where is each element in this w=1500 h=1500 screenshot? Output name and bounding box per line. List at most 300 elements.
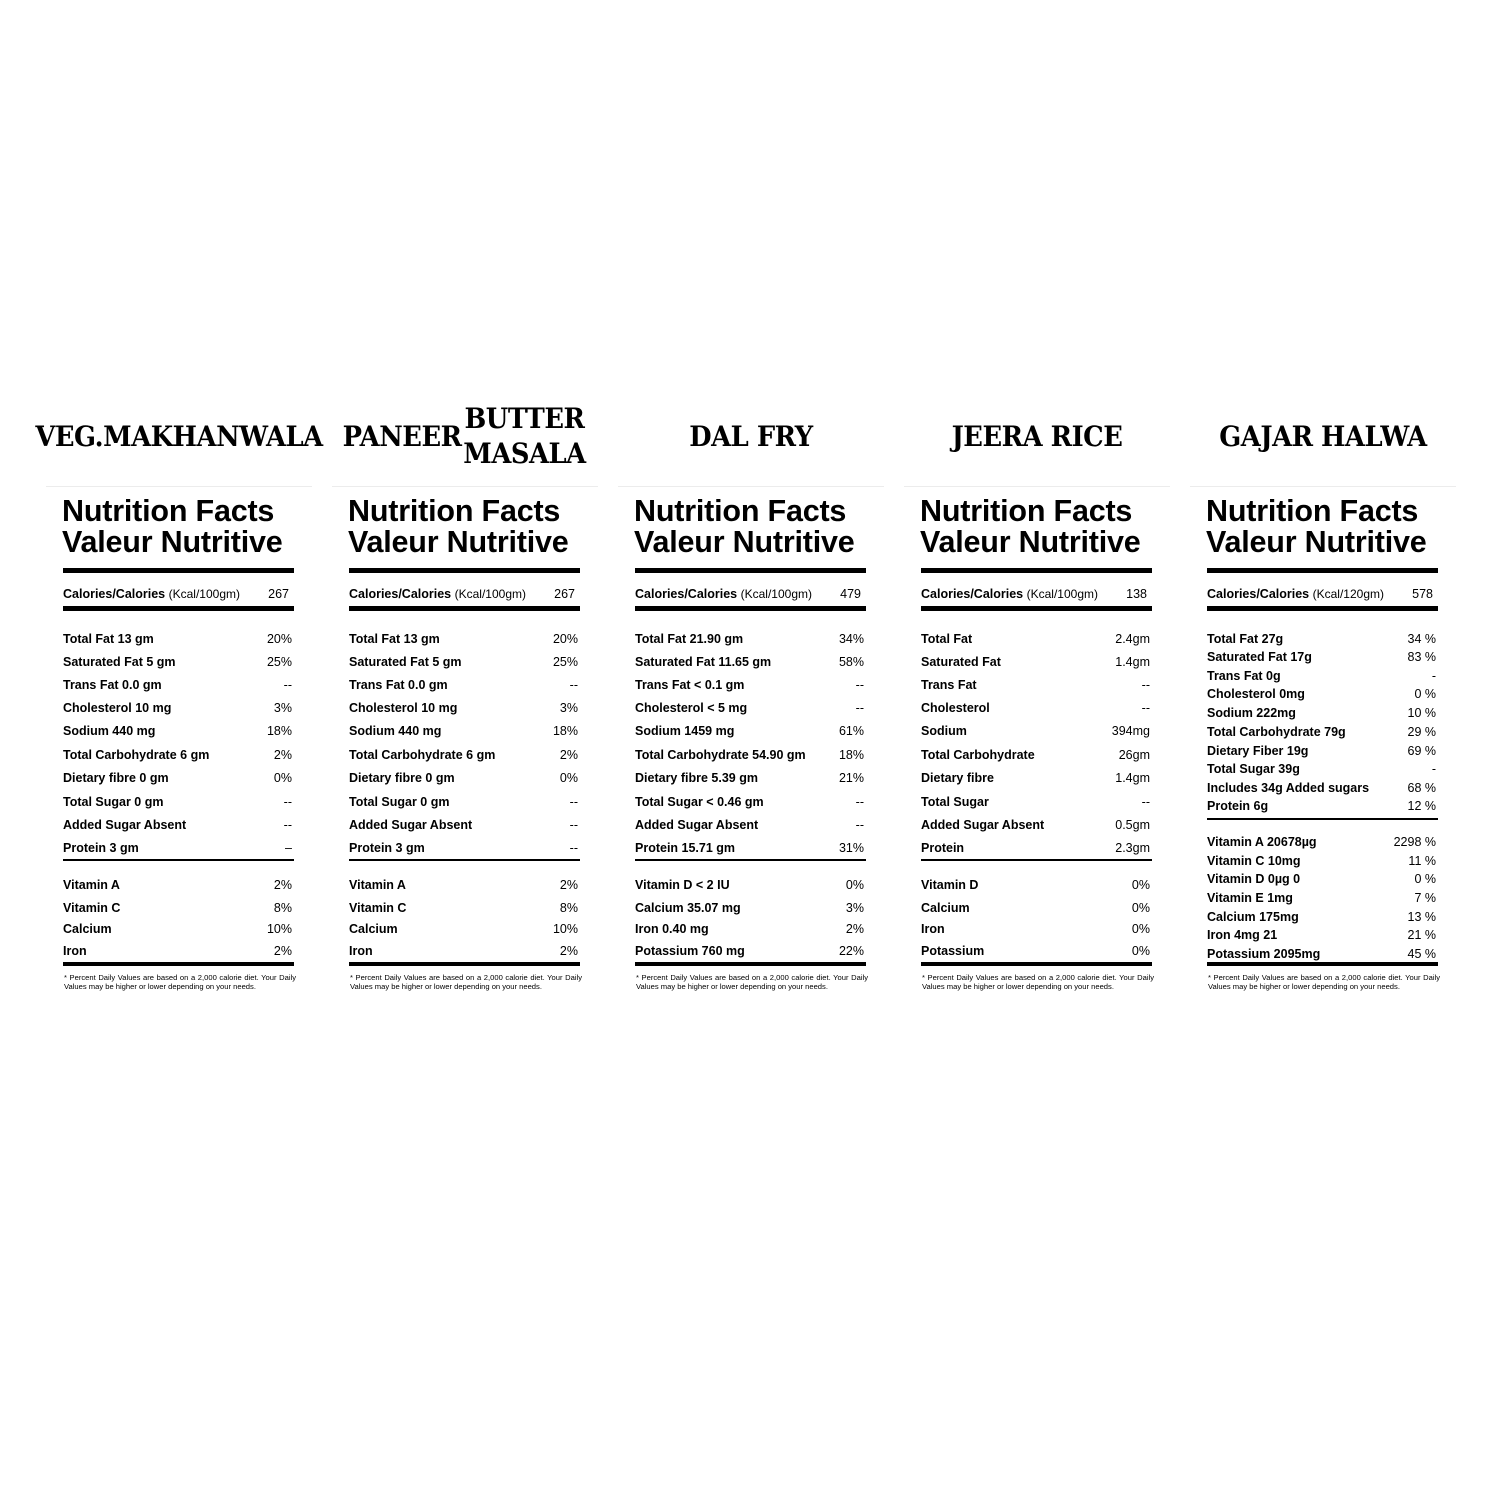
title-separator [618,486,884,487]
vitamin-divider [63,859,294,861]
calories-label [349,587,526,601]
vitamin-name: Calcium [349,922,398,936]
nutrient-value: 1.4gm [1115,655,1150,669]
dish-title-line: VEG. [35,419,104,453]
nutrient-value: 3% [273,701,292,715]
nutrient-name: Total Carbohydrate [921,748,1035,762]
vitamin-name: Vitamin C [63,901,121,915]
vitamin-name: Vitamin A 20678µg [1207,835,1317,849]
nutrient-value: 69 % [1407,744,1436,758]
nutrient-value: 2% [559,748,578,762]
nutrient-name: Sodium [921,724,967,738]
nutrient-name: Total Sugar 0 gm [63,795,164,809]
vitamin-value: 22% [838,944,864,958]
nutrient-name: Added Sugar Absent [635,818,759,832]
vitamin-divider [921,859,1152,861]
heading-english: Nutrition Facts [348,494,561,528]
nutrient-name: Protein 3 gm [63,841,139,855]
heading-english: Nutrition Facts [1206,494,1419,528]
nutrient-row [921,700,1151,716]
nutrient-value: 20% [266,632,292,646]
dish-title [1201,400,1446,472]
vitamin-value: 0% [1131,922,1150,936]
nutrient-row [63,747,293,763]
nutrient-row [349,700,579,716]
nutrient-value: 21% [838,771,864,785]
vitamin-value: 0% [1131,944,1150,958]
nutrient-name: Total Carbohydrate 54.90 gm [635,748,806,762]
nutrient-row [921,840,1151,856]
nutrient-row [63,817,293,833]
nutrient-name: Total Fat [921,632,973,646]
vitamin-row [921,900,1151,916]
nutrient-row [1207,724,1437,740]
vitamin-row [1207,946,1437,962]
calories-value: 578 [1412,587,1433,601]
vitamin-row [349,877,579,893]
dish-title [343,400,588,472]
vitamin-value: 45 % [1407,947,1436,961]
vitamin-value: 8% [559,901,578,915]
dish-title-line: PANEER [342,419,462,453]
nutrient-name: Total Fat 13 gm [63,632,154,646]
nutrient-row [1207,780,1437,796]
dish-title-line: GAJAR HALWA [1219,419,1427,453]
nutrient-name: Total Fat 13 gm [349,632,440,646]
calories-rule [1207,606,1438,611]
title-separator [46,486,312,487]
nutrient-value: 34% [838,632,864,646]
vitamin-name: Vitamin C 10mg [1207,854,1301,868]
nutrient-name: Trans Fat < 0.1 gm [635,678,745,692]
nutrient-row [1207,798,1437,814]
nutrient-value: 68 % [1407,781,1436,795]
calories-label [921,587,1098,601]
nutrient-name: Total Sugar [921,795,989,809]
nutrient-row [635,817,865,833]
vitamin-row [921,921,1151,937]
calories-row [1207,583,1437,605]
nutrient-name: Dietary fibre [921,771,994,785]
vitamin-row [349,943,579,959]
nutrient-row [63,770,293,786]
nutrient-name: Trans Fat 0.0 gm [63,678,162,692]
vitamin-row [921,943,1151,959]
nutrient-name: Dietary Fiber 19g [1207,744,1309,758]
heading-french: Valeur Nutritive [920,525,1141,559]
calories-label-text: Calories/Calories [1207,587,1310,601]
nutrient-value: – [285,841,292,855]
vitamin-name: Vitamin D [921,878,979,892]
nutrient-row [349,677,579,693]
dish-title [35,400,323,472]
nutrient-value: - [1431,762,1436,776]
calories-value: 138 [1126,587,1147,601]
nutrient-name: Cholesterol [921,701,990,715]
nutrient-name: Sodium 1459 mg [635,724,735,738]
footer-rule [635,962,866,966]
calories-rule [635,606,866,611]
nutrient-name: Trans Fat 0g [1207,669,1281,683]
vitamin-row [349,921,579,937]
vitamin-row [63,921,293,937]
nutrient-row [349,840,579,856]
vitamin-row [921,877,1151,893]
vitamin-row [1207,909,1437,925]
nutrient-name: Includes 34g Added sugars [1207,781,1370,795]
footer-rule [921,962,1152,966]
nutrient-name: Saturated Fat 17g [1207,650,1312,664]
nutrient-value: 12 % [1407,799,1436,813]
vitamin-name: Potassium [921,944,985,958]
nutrient-row [635,631,865,647]
nutrient-row [63,840,293,856]
vitamin-name: Potassium 2095mg [1207,947,1321,961]
nutrient-name: Total Carbohydrate 6 gm [63,748,210,762]
nutrient-value: -- [569,818,578,832]
vitamin-row [1207,871,1437,887]
nutrient-row [921,794,1151,810]
nutrient-value: -- [283,818,292,832]
vitamin-divider [635,859,866,861]
nutrient-name: Sodium 440 mg [63,724,156,738]
vitamin-name: Calcium [921,901,970,915]
dish-title [915,400,1160,472]
nutrient-name: Protein 15.71 gm [635,841,736,855]
vitamin-name: Calcium 35.07 mg [635,901,741,915]
vitamin-value: 2298 % [1393,835,1436,849]
nutrient-name: Total Carbohydrate 79g [1207,725,1346,739]
nutrient-row [921,654,1151,670]
nutrient-name: Total Sugar < 0.46 gm [635,795,764,809]
nutrient-value: 31% [838,841,864,855]
nutrient-value: - [1431,669,1436,683]
vitamin-name: Iron 4mg 21 [1207,928,1278,942]
nutrient-row [349,770,579,786]
calories-rule [349,606,580,611]
nutrient-value: 3% [559,701,578,715]
daily-value-footnote: * Percent Daily Values are based on a 2,000 calorie diet. Your Daily Values may be higher or lower depending on your needs. [922,973,1154,991]
calories-value: 267 [554,587,575,601]
calories-label-text: Calories/Calories [921,587,1024,601]
nutrient-row [1207,705,1437,721]
vitamin-value: 2% [845,922,864,936]
vitamin-row [63,900,293,916]
nutrient-row [63,794,293,810]
nutrient-name: Cholesterol 10 mg [63,701,172,715]
footer-rule [63,962,294,966]
vitamin-row [635,877,865,893]
vitamin-name: Vitamin D < 2 IU [635,878,730,892]
calories-row [635,583,865,605]
nutrient-row [635,840,865,856]
thick-rule [921,568,1152,573]
nutrient-name: Protein 3 gm [349,841,425,855]
nutrient-name: Saturated Fat [921,655,1001,669]
vitamin-row [1207,834,1437,850]
nutrient-name: Trans Fat [921,678,977,692]
vitamin-row [635,921,865,937]
nutrient-name: Total Sugar 0 gm [349,795,450,809]
nutrient-value: -- [283,678,292,692]
calories-label [635,587,812,601]
nutrient-row [1207,668,1437,684]
nutrient-value: 1.4gm [1115,771,1150,785]
dish-title-line: MAKHANWALA [103,419,323,453]
nutrient-value: 20% [552,632,578,646]
heading-french: Valeur Nutritive [62,525,283,559]
vitamin-value: 7 % [1414,891,1436,905]
calories-unit: (Kcal/100gm) [168,587,240,601]
nutrient-name: Total Sugar 39g [1207,762,1300,776]
nutrient-row [63,700,293,716]
nutrient-value: 0% [273,771,292,785]
nutrient-value: -- [569,678,578,692]
nutrient-row [635,700,865,716]
calories-label [1207,587,1384,601]
nutrient-name: Sodium 222mg [1207,706,1296,720]
nutrient-row [635,747,865,763]
nutrient-value: -- [1141,701,1150,715]
vitamin-value: 0% [845,878,864,892]
nutrient-row [63,723,293,739]
nutrient-row [921,631,1151,647]
nutrient-name: Saturated Fat 11.65 gm [635,655,772,669]
vitamin-value: 0 % [1414,872,1436,886]
nutrient-value: 18% [552,724,578,738]
nutrient-name: Saturated Fat 5 gm [349,655,462,669]
vitamin-name: Vitamin C [349,901,407,915]
nutrient-row [349,794,579,810]
nutrient-value: 25% [552,655,578,669]
dish-title-line: JEERA RICE [951,419,1123,453]
daily-value-footnote: * Percent Daily Values are based on a 2,000 calorie diet. Your Daily Values may be higher or lower depending on your needs. [350,973,582,991]
nutrient-value: 2% [273,748,292,762]
calories-unit: (Kcal/100gm) [454,587,526,601]
vitamin-value: 2% [273,878,292,892]
nutrient-name: Dietary fibre 0 gm [63,771,169,785]
nutrient-name: Cholesterol 10 mg [349,701,458,715]
vitamin-name: Iron [921,922,945,936]
vitamin-value: 10% [266,922,292,936]
nutrient-name: Sodium 440 mg [349,724,442,738]
nutrient-row [635,770,865,786]
nutrient-row [63,677,293,693]
nutrient-name: Protein [921,841,965,855]
vitamin-row [635,900,865,916]
nutrient-name: Added Sugar Absent [921,818,1045,832]
calories-row [349,583,579,605]
footer-rule [349,962,580,966]
nutrient-name: Added Sugar Absent [63,818,187,832]
vitamin-name: Calcium 175mg [1207,910,1299,924]
vitamin-row [635,943,865,959]
nutrient-value: -- [1141,678,1150,692]
vitamin-value: 10% [552,922,578,936]
nutrient-value: -- [855,795,864,809]
nutrient-value: 0 % [1414,687,1436,701]
heading-english: Nutrition Facts [62,494,275,528]
vitamin-row [63,877,293,893]
vitamin-row [1207,927,1437,943]
nutrient-value: 29 % [1407,725,1436,739]
calories-unit: (Kcal/120gm) [1312,587,1384,601]
nutrient-name: Dietary fibre 5.39 gm [635,771,758,785]
nutrient-row [1207,761,1437,777]
nutrient-row [921,677,1151,693]
title-separator [904,486,1170,487]
nutrient-row [1207,631,1437,647]
nutrient-value: 34 % [1407,632,1436,646]
vitamin-value: 2% [559,944,578,958]
vitamin-divider [349,859,580,861]
nutrient-name: Trans Fat 0.0 gm [349,678,448,692]
nutrition-heading [62,496,296,558]
nutrient-name: Added Sugar Absent [349,818,473,832]
nutrient-row [1207,686,1437,702]
calories-label-text: Calories/Calories [635,587,738,601]
vitamin-row [1207,890,1437,906]
nutrient-row [349,723,579,739]
nutrient-row [921,770,1151,786]
nutrient-value: 2.4gm [1115,632,1150,646]
nutrition-panel [35,400,323,1010]
footer-rule [1207,962,1438,966]
nutrient-name: Saturated Fat 5 gm [63,655,176,669]
nutrient-row [349,631,579,647]
nutrient-value: 83 % [1407,650,1436,664]
nutrient-row [921,723,1151,739]
calories-label [63,587,240,601]
title-separator [1190,486,1456,487]
nutrient-value: 2.3gm [1115,841,1150,855]
nutrient-row [349,654,579,670]
thick-rule [635,568,866,573]
nutrient-row [921,747,1151,763]
heading-english: Nutrition Facts [920,494,1133,528]
vitamin-value: 3% [845,901,864,915]
nutrient-name: Total Carbohydrate 6 gm [349,748,496,762]
vitamin-name: Vitamin A [349,878,406,892]
nutrient-value: 26gm [1118,748,1150,762]
nutrient-name: Total Fat 27g [1207,632,1284,646]
vitamin-name: Calcium [63,922,112,936]
title-separator [332,486,598,487]
nutrient-value: -- [855,701,864,715]
vitamin-name: Potassium 760 mg [635,944,745,958]
calories-rule [921,606,1152,611]
vitamin-name: Vitamin A [63,878,120,892]
heading-french: Valeur Nutritive [634,525,855,559]
vitamin-value: 2% [273,944,292,958]
nutrient-name: Total Fat 21.90 gm [635,632,744,646]
calories-row [63,583,293,605]
heading-french: Valeur Nutritive [1206,525,1427,559]
nutrient-row [349,747,579,763]
vitamin-divider [1207,818,1438,820]
nutrition-heading [634,496,868,558]
nutrient-value: 58% [838,655,864,669]
nutrient-name: Cholesterol < 5 mg [635,701,748,715]
calories-unit: (Kcal/100gm) [740,587,812,601]
nutrient-value: 10 % [1407,706,1436,720]
nutrient-name: Cholesterol 0mg [1207,687,1305,701]
nutrition-heading [348,496,582,558]
calories-rule [63,606,294,611]
thick-rule [349,568,580,573]
nutrient-row [63,654,293,670]
dish-title [629,400,874,472]
daily-value-footnote: * Percent Daily Values are based on a 2,000 calorie diet. Your Daily Values may be higher or lower depending on your needs. [636,973,868,991]
vitamin-name: Iron 0.40 mg [635,922,709,936]
calories-label-text: Calories/Calories [63,587,166,601]
heading-french: Valeur Nutritive [348,525,569,559]
vitamin-name: Iron [349,944,373,958]
nutrient-value: 394mg [1111,724,1150,738]
nutrient-value: -- [855,818,864,832]
vitamin-value: 21 % [1407,928,1436,942]
vitamin-value: 0% [1131,878,1150,892]
calories-value: 267 [268,587,289,601]
calories-label-text: Calories/Calories [349,587,452,601]
nutrient-value: -- [569,795,578,809]
nutrient-value: 18% [266,724,292,738]
nutrient-value: -- [569,841,578,855]
nutrient-value: 0.5gm [1115,818,1150,832]
vitamin-row [1207,853,1437,869]
nutrient-row [1207,649,1437,665]
heading-english: Nutrition Facts [634,494,847,528]
nutrient-name: Protein 6g [1207,799,1269,813]
nutrition-heading [1206,496,1440,558]
nutrient-row [635,794,865,810]
nutrient-row [921,817,1151,833]
vitamin-value: 13 % [1407,910,1436,924]
calories-row [921,583,1151,605]
nutrient-row [349,817,579,833]
vitamin-name: Vitamin D 0µg 0 [1207,872,1301,886]
nutrient-value: 25% [266,655,292,669]
nutrient-value: 18% [838,748,864,762]
nutrient-value: -- [1141,795,1150,809]
thick-rule [63,568,294,573]
calories-unit: (Kcal/100gm) [1026,587,1098,601]
nutrition-panel [904,400,1170,1010]
nutrient-name: Dietary fibre 0 gm [349,771,455,785]
nutrition-panel [618,400,884,1010]
vitamin-value: 0% [1131,901,1150,915]
thick-rule [1207,568,1438,573]
dish-title-line: BUTTER MASALA [463,402,586,470]
vitamin-value: 11 % [1408,854,1436,868]
nutrient-row [635,723,865,739]
nutrient-row [63,631,293,647]
vitamin-value: 8% [273,901,292,915]
nutrient-row [1207,743,1437,759]
nutrient-value: -- [283,795,292,809]
nutrient-row [635,677,865,693]
nutrient-value: -- [855,678,864,692]
vitamin-row [349,900,579,916]
vitamin-name: Iron [63,944,87,958]
nutrient-value: 0% [559,771,578,785]
nutrition-panel [1190,400,1456,1010]
nutrient-value: 61% [838,724,864,738]
nutrient-row [635,654,865,670]
vitamin-name: Vitamin E 1mg [1207,891,1293,905]
calories-value: 479 [840,587,861,601]
daily-value-footnote: * Percent Daily Values are based on a 2,000 calorie diet. Your Daily Values may be higher or lower depending on your needs. [64,973,296,991]
